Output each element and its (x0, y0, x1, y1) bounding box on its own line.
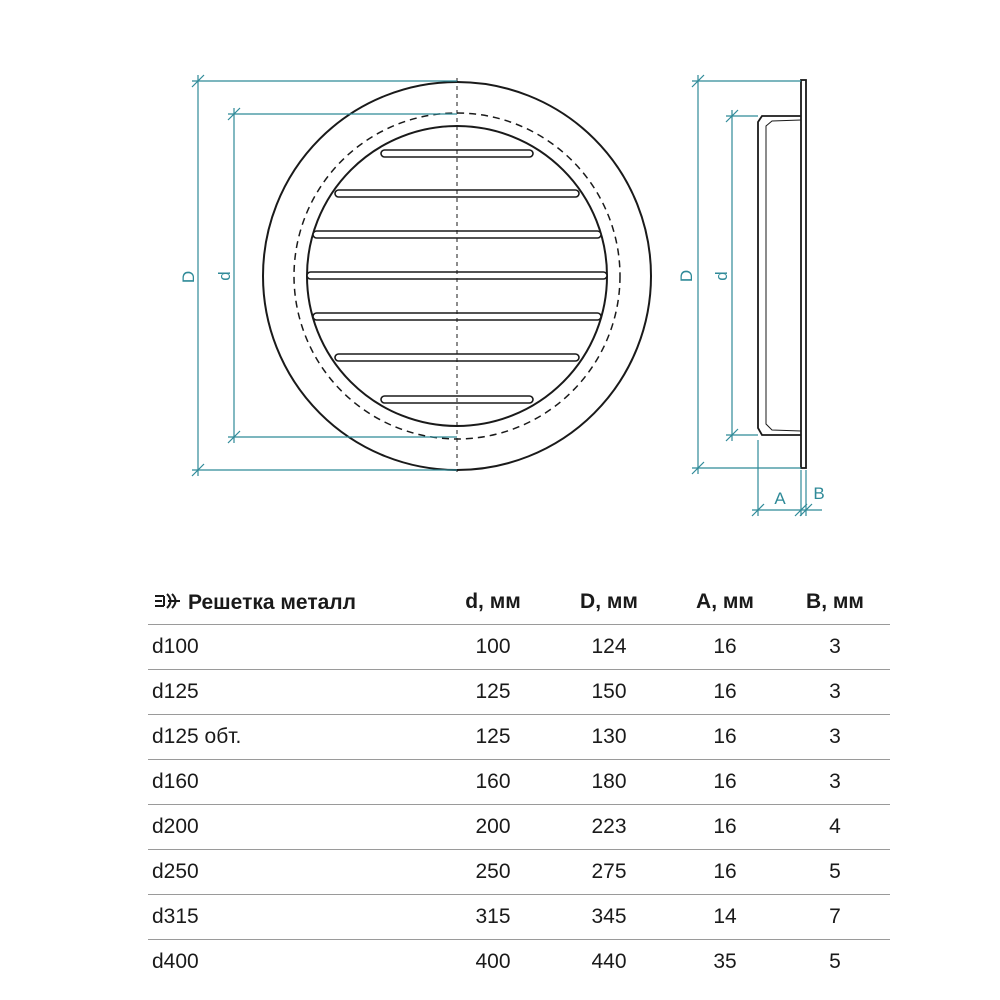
table-row (148, 895, 890, 940)
side-view (677, 75, 825, 516)
cell-A: 16 (670, 670, 780, 715)
cell-B: 5 (780, 850, 890, 895)
cell-B: 4 (780, 805, 890, 850)
cell-model: d250 (148, 850, 438, 895)
spec-table (148, 580, 890, 984)
cell-d: 160 (438, 760, 548, 805)
table-row (148, 850, 890, 895)
cell-model: d200 (148, 805, 438, 850)
side-body-inner (766, 120, 801, 431)
cell-d: 125 (438, 670, 548, 715)
cell-model: d400 (152, 950, 199, 973)
louvers (307, 150, 607, 403)
cell-B: 3 (780, 670, 890, 715)
cell-d: 125 (438, 715, 548, 760)
dim-label-d-side: d (712, 271, 731, 281)
cell-B: 3 (780, 715, 890, 760)
cell-A: 16 (670, 760, 780, 805)
dimension-D-side (692, 75, 801, 474)
front-view (179, 75, 651, 476)
cell-A: 16 (670, 625, 780, 670)
dim-label-B: B (813, 484, 825, 503)
cell-model: d125 (148, 670, 438, 715)
header-A: A, мм (670, 580, 780, 625)
table-header-row (148, 580, 890, 625)
cell-model: d315 (148, 895, 438, 940)
header-D: D, мм (548, 580, 670, 625)
cell-D: 275 (548, 850, 670, 895)
cell-D: 180 (548, 760, 670, 805)
header-product (148, 580, 438, 625)
dim-label-d-front: d (215, 271, 234, 281)
cell-B: 7 (780, 895, 890, 940)
header-d: d, мм (438, 580, 548, 625)
cell-d: 200 (438, 805, 548, 850)
cell-B: 5 (829, 950, 841, 973)
cell-d: 400 (475, 950, 511, 973)
header-product-label: Решетка металл (188, 590, 356, 614)
cell-A: 35 (713, 950, 737, 973)
table-row (148, 805, 890, 850)
cell-D: 345 (548, 895, 670, 940)
cell-D: 130 (548, 715, 670, 760)
cell-B: 3 (780, 760, 890, 805)
cell-D: 440 (591, 950, 627, 973)
cell-d: 315 (438, 895, 548, 940)
cell-D: 124 (548, 625, 670, 670)
cell-A: 16 (670, 850, 780, 895)
header-B: B, мм (780, 580, 890, 625)
brand-logo-icon (152, 590, 182, 612)
cell-A: 16 (670, 805, 780, 850)
side-flange (801, 80, 806, 468)
cell-d: 100 (438, 625, 548, 670)
cell-D: 150 (548, 670, 670, 715)
cell-B: 3 (780, 625, 890, 670)
dim-label-D-front: D (179, 270, 198, 284)
dimension-A-B (752, 440, 825, 516)
cell-model: d160 (148, 760, 438, 805)
cell-model: d125 обт. (148, 715, 438, 760)
cell-A: 16 (670, 715, 780, 760)
table-row (148, 760, 890, 805)
dim-label-A: A (774, 489, 786, 508)
cell-d: 250 (438, 850, 548, 895)
table-row (148, 715, 890, 760)
dim-label-D-side: D (677, 269, 696, 283)
side-body-outer (758, 116, 801, 435)
table-row (148, 940, 890, 985)
table-row (148, 670, 890, 715)
table-row (148, 625, 890, 670)
cell-A: 14 (670, 895, 780, 940)
cell-D: 223 (548, 805, 670, 850)
cell-model: d100 (148, 625, 438, 670)
